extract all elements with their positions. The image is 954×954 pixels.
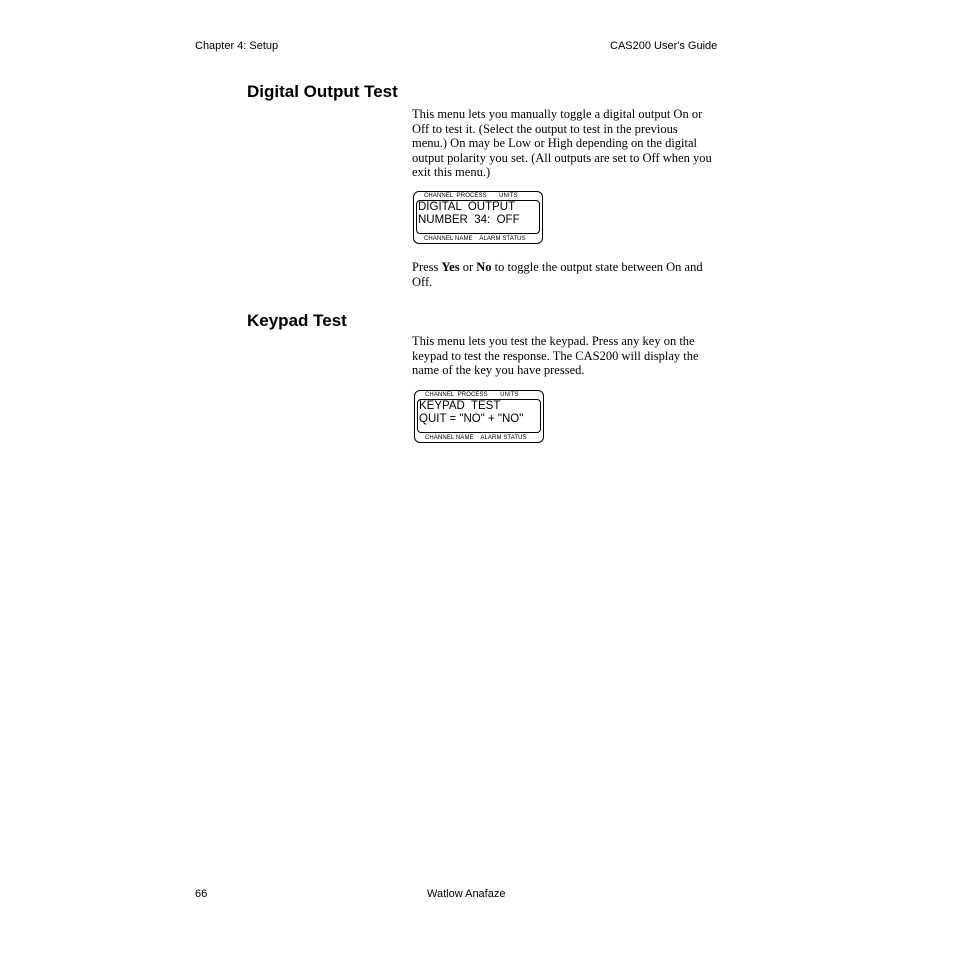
running-footer: Watlow Anafaze (427, 888, 506, 900)
section-heading-keypad-test: Keypad Test (247, 311, 347, 330)
keypad-test-paragraph (412, 334, 742, 378)
running-header-title: CAS200 User's Guide (610, 40, 718, 52)
paragraph-line: This menu lets you manually toggle a digital output On or (412, 107, 703, 121)
page-number: 66 (195, 888, 208, 900)
paragraph-line: output polarity you set. (All outputs are set to Off when you (412, 150, 712, 165)
lcd-screen (417, 399, 541, 433)
text-run: to toggle the output state between On and (491, 260, 703, 274)
lcd-line-1: KEYPAD TEST (419, 400, 501, 412)
lcd-line-2: NUMBER 34: OFF (418, 214, 520, 226)
lcd-bottom-label: CHANNEL NAME ALARM STATUS (425, 435, 527, 441)
paragraph-line: This menu lets you test the keypad. Press any key on the (412, 334, 695, 348)
paragraph-line (412, 260, 742, 275)
no-key-name: No (476, 260, 492, 274)
lcd-screen (416, 200, 540, 234)
paragraph-line: menu.) On may be Low or High depending on the digital (412, 136, 698, 151)
text-run: or (459, 260, 477, 274)
lcd-top-label: CHANNEL PROCESS UNITS (424, 193, 518, 199)
paragraph-line: name of the key you have pressed. (412, 363, 585, 378)
lcd-display-keypad-test (414, 390, 544, 443)
text-run: Press (412, 260, 442, 274)
lcd-bottom-label: CHANNEL NAME ALARM STATUS (424, 236, 526, 242)
paragraph-line: exit this menu.) (412, 165, 491, 180)
lcd-top-label: CHANNEL PROCESS UNITS (425, 392, 519, 398)
lcd-line-2: QUIT = "NO" + "NO" (419, 413, 524, 425)
lcd-line-1: DIGITAL OUTPUT (418, 201, 516, 213)
running-header-chapter: Chapter 4: Setup (195, 40, 279, 52)
yes-key-name: Yes (441, 260, 460, 274)
paragraph-line: Off. (412, 274, 433, 289)
lcd-display-digital-output (413, 191, 543, 244)
toggle-instructions-paragraph (412, 260, 742, 289)
paragraph-line: keypad to test the response. The CAS200 will display the (412, 348, 699, 363)
section-heading-digital-output-test: Digital Output Test (247, 82, 398, 101)
paragraph-line: Off to test it. (Select the output to test in the previous (412, 121, 678, 136)
digital-output-test-paragraph (412, 107, 742, 180)
